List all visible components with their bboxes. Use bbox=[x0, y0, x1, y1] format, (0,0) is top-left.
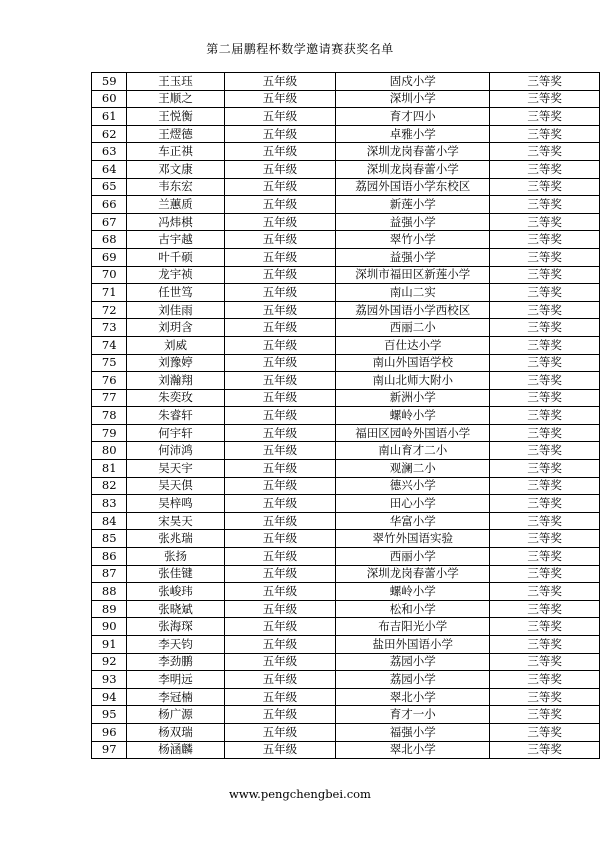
table-row bbox=[92, 460, 600, 478]
row-number-cell: 70 bbox=[92, 266, 127, 284]
grade-cell: 五年级 bbox=[224, 477, 336, 495]
school-cell: 螺岭小学 bbox=[336, 407, 490, 425]
grade-cell: 五年级 bbox=[224, 741, 336, 759]
table-row bbox=[92, 248, 600, 266]
school-cell: 福田区园岭外国语小学 bbox=[336, 424, 490, 442]
table-row bbox=[92, 372, 600, 390]
award-cell: 三等奖 bbox=[490, 671, 600, 689]
row-number-cell: 93 bbox=[92, 671, 127, 689]
table-row bbox=[92, 636, 600, 654]
school-cell: 深圳市福田区新莲小学 bbox=[336, 266, 490, 284]
grade-cell: 五年级 bbox=[224, 653, 336, 671]
grade-cell: 五年级 bbox=[224, 90, 336, 108]
school-cell: 德兴小学 bbox=[336, 477, 490, 495]
table-row bbox=[92, 583, 600, 601]
award-cell: 三等奖 bbox=[490, 530, 600, 548]
table-row bbox=[92, 196, 600, 214]
student-name-cell: 王玉珏 bbox=[127, 73, 224, 91]
grade-cell: 五年级 bbox=[224, 530, 336, 548]
school-cell: 深圳龙岗春蕾小学 bbox=[336, 160, 490, 178]
school-cell: 南山育才二小 bbox=[336, 442, 490, 460]
table-row bbox=[92, 741, 600, 759]
row-number-cell: 97 bbox=[92, 741, 127, 759]
table-row bbox=[92, 213, 600, 231]
award-cell: 三等奖 bbox=[490, 143, 600, 161]
school-cell: 螺岭小学 bbox=[336, 583, 490, 601]
table-row bbox=[92, 688, 600, 706]
table-row bbox=[92, 671, 600, 689]
student-name-cell: 叶千硕 bbox=[127, 248, 224, 266]
school-cell: 西丽小学 bbox=[336, 548, 490, 566]
row-number-cell: 64 bbox=[92, 160, 127, 178]
row-number-cell: 86 bbox=[92, 548, 127, 566]
grade-cell: 五年级 bbox=[224, 354, 336, 372]
student-name-cell: 吴天倶 bbox=[127, 477, 224, 495]
school-cell: 荔园外国语小学东校区 bbox=[336, 178, 490, 196]
row-number-cell: 90 bbox=[92, 618, 127, 636]
school-cell: 南山北师大附小 bbox=[336, 372, 490, 390]
table-row bbox=[92, 407, 600, 425]
grade-cell: 五年级 bbox=[224, 178, 336, 196]
table-row bbox=[92, 477, 600, 495]
student-name-cell: 刘豫婷 bbox=[127, 354, 224, 372]
student-name-cell: 张佳键 bbox=[127, 565, 224, 583]
grade-cell: 五年级 bbox=[224, 319, 336, 337]
row-number-cell: 74 bbox=[92, 336, 127, 354]
grade-cell: 五年级 bbox=[224, 636, 336, 654]
award-cell: 三等奖 bbox=[490, 477, 600, 495]
row-number-cell: 63 bbox=[92, 143, 127, 161]
award-cell: 三等奖 bbox=[490, 618, 600, 636]
school-cell: 百仕达小学 bbox=[336, 336, 490, 354]
award-cell: 三等奖 bbox=[490, 231, 600, 249]
row-number-cell: 68 bbox=[92, 231, 127, 249]
school-cell: 深圳龙岗春蕾小学 bbox=[336, 143, 490, 161]
student-name-cell: 冯炜棋 bbox=[127, 213, 224, 231]
award-cell: 三等奖 bbox=[490, 372, 600, 390]
table-row bbox=[92, 90, 600, 108]
grade-cell: 五年级 bbox=[224, 671, 336, 689]
table-row bbox=[92, 319, 600, 337]
school-cell: 翠竹小学 bbox=[336, 231, 490, 249]
table-row bbox=[92, 73, 600, 91]
grade-cell: 五年级 bbox=[224, 389, 336, 407]
row-number-cell: 83 bbox=[92, 495, 127, 513]
grade-cell: 五年级 bbox=[224, 600, 336, 618]
table-row bbox=[92, 125, 600, 143]
school-cell: 田心小学 bbox=[336, 495, 490, 513]
school-cell: 布吉阳光小学 bbox=[336, 618, 490, 636]
table-row bbox=[92, 723, 600, 741]
table-row bbox=[92, 530, 600, 548]
student-name-cell: 刘玥含 bbox=[127, 319, 224, 337]
student-name-cell: 朱睿轩 bbox=[127, 407, 224, 425]
row-number-cell: 89 bbox=[92, 600, 127, 618]
school-cell: 新莲小学 bbox=[336, 196, 490, 214]
grade-cell: 五年级 bbox=[224, 125, 336, 143]
award-cell: 三等奖 bbox=[490, 336, 600, 354]
grade-cell: 五年级 bbox=[224, 372, 336, 390]
award-cell: 三等奖 bbox=[490, 512, 600, 530]
table-row bbox=[92, 512, 600, 530]
student-name-cell: 张扬 bbox=[127, 548, 224, 566]
award-cell: 三等奖 bbox=[490, 495, 600, 513]
student-name-cell: 张兆瑞 bbox=[127, 530, 224, 548]
student-name-cell: 杨双瑞 bbox=[127, 723, 224, 741]
school-cell: 翠竹外国语实验 bbox=[336, 530, 490, 548]
student-name-cell: 何宇轩 bbox=[127, 424, 224, 442]
student-name-cell: 何沛鸿 bbox=[127, 442, 224, 460]
grade-cell: 五年级 bbox=[224, 196, 336, 214]
row-number-cell: 91 bbox=[92, 636, 127, 654]
award-cell: 三等奖 bbox=[490, 548, 600, 566]
school-cell: 固戍小学 bbox=[336, 73, 490, 91]
award-cell: 三等奖 bbox=[490, 741, 600, 759]
row-number-cell: 87 bbox=[92, 565, 127, 583]
row-number-cell: 94 bbox=[92, 688, 127, 706]
page-title: 第二届鹏程杯数学邀请赛获奖名单 bbox=[206, 42, 394, 56]
footer-url[interactable]: www.pengchengbei.com bbox=[229, 787, 371, 801]
student-name-cell: 张海琛 bbox=[127, 618, 224, 636]
table-row bbox=[92, 389, 600, 407]
table-row bbox=[92, 424, 600, 442]
award-cell: 三等奖 bbox=[490, 688, 600, 706]
award-cell: 三等奖 bbox=[490, 653, 600, 671]
grade-cell: 五年级 bbox=[224, 565, 336, 583]
school-cell: 荔园外国语小学西校区 bbox=[336, 301, 490, 319]
table-row bbox=[92, 231, 600, 249]
award-cell: 三等奖 bbox=[490, 213, 600, 231]
student-name-cell: 兰蕙质 bbox=[127, 196, 224, 214]
school-cell: 西丽二小 bbox=[336, 319, 490, 337]
grade-cell: 五年级 bbox=[224, 73, 336, 91]
school-cell: 盐田外国语小学 bbox=[336, 636, 490, 654]
table-row bbox=[92, 336, 600, 354]
table-row bbox=[92, 442, 600, 460]
school-cell: 华富小学 bbox=[336, 512, 490, 530]
award-cell: 三等奖 bbox=[490, 90, 600, 108]
grade-cell: 五年级 bbox=[224, 706, 336, 724]
row-number-cell: 62 bbox=[92, 125, 127, 143]
grade-cell: 五年级 bbox=[224, 160, 336, 178]
student-name-cell: 韦东宏 bbox=[127, 178, 224, 196]
student-name-cell: 杨广源 bbox=[127, 706, 224, 724]
row-number-cell: 71 bbox=[92, 284, 127, 302]
table-row bbox=[92, 548, 600, 566]
award-cell: 三等奖 bbox=[490, 460, 600, 478]
award-cell: 三等奖 bbox=[490, 565, 600, 583]
school-cell: 荔园小学 bbox=[336, 653, 490, 671]
award-cell: 三等奖 bbox=[490, 284, 600, 302]
student-name-cell: 古宇越 bbox=[127, 231, 224, 249]
table-row bbox=[92, 618, 600, 636]
student-name-cell: 刘威 bbox=[127, 336, 224, 354]
school-cell: 深圳小学 bbox=[336, 90, 490, 108]
grade-cell: 五年级 bbox=[224, 266, 336, 284]
student-name-cell: 任世笃 bbox=[127, 284, 224, 302]
row-number-cell: 92 bbox=[92, 653, 127, 671]
school-cell: 卓雅小学 bbox=[336, 125, 490, 143]
grade-cell: 五年级 bbox=[224, 442, 336, 460]
award-cell: 三等奖 bbox=[490, 600, 600, 618]
row-number-cell: 66 bbox=[92, 196, 127, 214]
award-cell: 三等奖 bbox=[490, 407, 600, 425]
row-number-cell: 77 bbox=[92, 389, 127, 407]
row-number-cell: 95 bbox=[92, 706, 127, 724]
grade-cell: 五年级 bbox=[224, 336, 336, 354]
grade-cell: 五年级 bbox=[224, 583, 336, 601]
award-cell: 三等奖 bbox=[490, 73, 600, 91]
award-cell: 三等奖 bbox=[490, 583, 600, 601]
table-row bbox=[92, 653, 600, 671]
row-number-cell: 85 bbox=[92, 530, 127, 548]
student-name-cell: 张晓斌 bbox=[127, 600, 224, 618]
award-cell: 三等奖 bbox=[490, 723, 600, 741]
grade-cell: 五年级 bbox=[224, 618, 336, 636]
school-cell: 福强小学 bbox=[336, 723, 490, 741]
row-number-cell: 80 bbox=[92, 442, 127, 460]
row-number-cell: 67 bbox=[92, 213, 127, 231]
table-row bbox=[92, 706, 600, 724]
table-row bbox=[92, 178, 600, 196]
school-cell: 荔园小学 bbox=[336, 671, 490, 689]
award-cell: 三等奖 bbox=[490, 108, 600, 126]
row-number-cell: 75 bbox=[92, 354, 127, 372]
award-cell: 三等奖 bbox=[490, 178, 600, 196]
row-number-cell: 61 bbox=[92, 108, 127, 126]
table-row bbox=[92, 600, 600, 618]
student-name-cell: 刘瀚翔 bbox=[127, 372, 224, 390]
row-number-cell: 69 bbox=[92, 248, 127, 266]
row-number-cell: 73 bbox=[92, 319, 127, 337]
table-row bbox=[92, 266, 600, 284]
school-cell: 益强小学 bbox=[336, 213, 490, 231]
award-cell: 三等奖 bbox=[490, 636, 600, 654]
student-name-cell: 刘佳雨 bbox=[127, 301, 224, 319]
grade-cell: 五年级 bbox=[224, 108, 336, 126]
school-cell: 松和小学 bbox=[336, 600, 490, 618]
student-name-cell: 吴天宇 bbox=[127, 460, 224, 478]
student-name-cell: 朱奕玫 bbox=[127, 389, 224, 407]
school-cell: 南山二实 bbox=[336, 284, 490, 302]
grade-cell: 五年级 bbox=[224, 284, 336, 302]
student-name-cell: 王顺之 bbox=[127, 90, 224, 108]
table-row bbox=[92, 565, 600, 583]
grade-cell: 五年级 bbox=[224, 495, 336, 513]
award-cell: 三等奖 bbox=[490, 301, 600, 319]
school-cell: 观澜二小 bbox=[336, 460, 490, 478]
row-number-cell: 78 bbox=[92, 407, 127, 425]
student-name-cell: 李天钧 bbox=[127, 636, 224, 654]
award-cell: 三等奖 bbox=[490, 248, 600, 266]
row-number-cell: 59 bbox=[92, 73, 127, 91]
award-cell: 三等奖 bbox=[490, 160, 600, 178]
grade-cell: 五年级 bbox=[224, 424, 336, 442]
student-name-cell: 李明远 bbox=[127, 671, 224, 689]
grade-cell: 五年级 bbox=[224, 688, 336, 706]
awards-table-body bbox=[92, 73, 600, 759]
grade-cell: 五年级 bbox=[224, 407, 336, 425]
award-cell: 三等奖 bbox=[490, 125, 600, 143]
award-cell: 三等奖 bbox=[490, 424, 600, 442]
grade-cell: 五年级 bbox=[224, 512, 336, 530]
table-row bbox=[92, 284, 600, 302]
school-cell: 育才一小 bbox=[336, 706, 490, 724]
table-row bbox=[92, 143, 600, 161]
student-name-cell: 李冠楠 bbox=[127, 688, 224, 706]
row-number-cell: 82 bbox=[92, 477, 127, 495]
school-cell: 南山外国语学校 bbox=[336, 354, 490, 372]
award-cell: 三等奖 bbox=[490, 706, 600, 724]
row-number-cell: 88 bbox=[92, 583, 127, 601]
grade-cell: 五年级 bbox=[224, 723, 336, 741]
student-name-cell: 王悦衡 bbox=[127, 108, 224, 126]
student-name-cell: 李劲鹏 bbox=[127, 653, 224, 671]
grade-cell: 五年级 bbox=[224, 548, 336, 566]
grade-cell: 五年级 bbox=[224, 213, 336, 231]
student-name-cell: 车正祺 bbox=[127, 143, 224, 161]
row-number-cell: 96 bbox=[92, 723, 127, 741]
grade-cell: 五年级 bbox=[224, 248, 336, 266]
student-name-cell: 邓文康 bbox=[127, 160, 224, 178]
student-name-cell: 宋昊天 bbox=[127, 512, 224, 530]
school-cell: 翠北小学 bbox=[336, 688, 490, 706]
row-number-cell: 72 bbox=[92, 301, 127, 319]
row-number-cell: 60 bbox=[92, 90, 127, 108]
school-cell: 新洲小学 bbox=[336, 389, 490, 407]
row-number-cell: 84 bbox=[92, 512, 127, 530]
grade-cell: 五年级 bbox=[224, 301, 336, 319]
table-row bbox=[92, 160, 600, 178]
award-cell: 三等奖 bbox=[490, 442, 600, 460]
award-cell: 三等奖 bbox=[490, 196, 600, 214]
student-name-cell: 龙宇祯 bbox=[127, 266, 224, 284]
school-cell: 翠北小学 bbox=[336, 741, 490, 759]
table-row bbox=[92, 495, 600, 513]
school-cell: 益强小学 bbox=[336, 248, 490, 266]
grade-cell: 五年级 bbox=[224, 143, 336, 161]
grade-cell: 五年级 bbox=[224, 460, 336, 478]
row-number-cell: 65 bbox=[92, 178, 127, 196]
awards-table bbox=[91, 72, 600, 759]
award-cell: 三等奖 bbox=[490, 354, 600, 372]
award-cell: 三等奖 bbox=[490, 266, 600, 284]
student-name-cell: 杨涵麟 bbox=[127, 741, 224, 759]
student-name-cell: 张峻玮 bbox=[127, 583, 224, 601]
row-number-cell: 81 bbox=[92, 460, 127, 478]
table-row bbox=[92, 354, 600, 372]
award-cell: 三等奖 bbox=[490, 319, 600, 337]
row-number-cell: 76 bbox=[92, 372, 127, 390]
school-cell: 育才四小 bbox=[336, 108, 490, 126]
student-name-cell: 王熤德 bbox=[127, 125, 224, 143]
student-name-cell: 吴梓鸣 bbox=[127, 495, 224, 513]
table-row bbox=[92, 108, 600, 126]
row-number-cell: 79 bbox=[92, 424, 127, 442]
school-cell: 深圳龙岗春蕾小学 bbox=[336, 565, 490, 583]
award-cell: 三等奖 bbox=[490, 389, 600, 407]
table-row bbox=[92, 301, 600, 319]
grade-cell: 五年级 bbox=[224, 231, 336, 249]
